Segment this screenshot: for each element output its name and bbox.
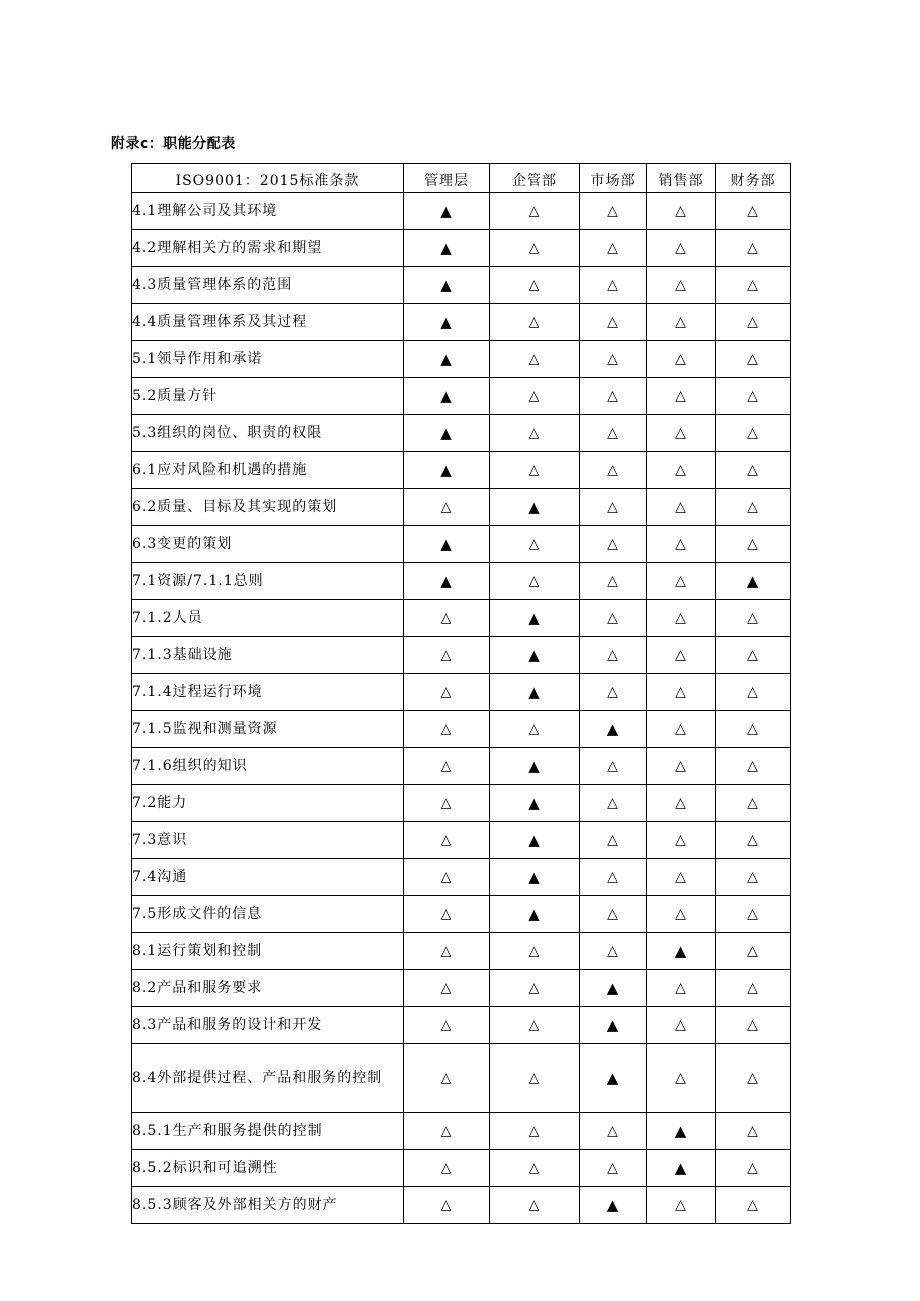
clause-cell: 6.2质量、目标及其实现的策划 (132, 489, 404, 526)
clause-cell: 7.1.2人员 (132, 600, 404, 637)
related-mark: △ (580, 600, 647, 637)
related-mark: △ (647, 526, 716, 563)
related-mark: △ (580, 1150, 647, 1187)
related-mark: △ (716, 674, 791, 711)
table-row (132, 341, 791, 378)
responsible-mark: ▲ (404, 526, 490, 563)
responsible-mark: ▲ (404, 415, 490, 452)
related-mark: △ (716, 378, 791, 415)
responsible-mark: ▲ (404, 267, 490, 304)
related-mark: △ (647, 748, 716, 785)
clause-cell: 8.5.2标识和可追溯性 (132, 1150, 404, 1187)
related-mark: △ (490, 933, 580, 970)
table-row (132, 748, 791, 785)
responsible-mark: ▲ (490, 748, 580, 785)
related-mark: △ (404, 1113, 490, 1150)
related-mark: △ (647, 304, 716, 341)
related-mark: △ (490, 1044, 580, 1113)
table-row (132, 970, 791, 1007)
clause-cell: 6.3变更的策划 (132, 526, 404, 563)
clause-cell: 7.1资源/7.1.1总则 (132, 563, 404, 600)
related-mark: △ (647, 637, 716, 674)
clause-cell: 7.1.5监视和测量资源 (132, 711, 404, 748)
related-mark: △ (716, 341, 791, 378)
clause-cell: 7.1.4过程运行环境 (132, 674, 404, 711)
related-mark: △ (490, 378, 580, 415)
related-mark: △ (580, 674, 647, 711)
related-mark: △ (580, 304, 647, 341)
related-mark: △ (580, 933, 647, 970)
related-mark: △ (716, 304, 791, 341)
table-row (132, 711, 791, 748)
responsible-mark: ▲ (647, 933, 716, 970)
related-mark: △ (580, 267, 647, 304)
related-mark: △ (716, 637, 791, 674)
related-mark: △ (404, 711, 490, 748)
table-row (132, 674, 791, 711)
table-row (132, 637, 791, 674)
related-mark: △ (647, 489, 716, 526)
table-row (132, 489, 791, 526)
table-row (132, 304, 791, 341)
header-clause: ISO9001：2015标准条款 (132, 164, 404, 193)
table-header-row (132, 164, 791, 193)
table-row (132, 933, 791, 970)
related-mark: △ (716, 526, 791, 563)
related-mark: △ (647, 378, 716, 415)
responsible-mark: ▲ (580, 970, 647, 1007)
related-mark: △ (647, 267, 716, 304)
clause-cell: 7.1.6组织的知识 (132, 748, 404, 785)
related-mark: △ (404, 933, 490, 970)
related-mark: △ (490, 193, 580, 230)
table-row (132, 563, 791, 600)
related-mark: △ (404, 970, 490, 1007)
related-mark: △ (647, 563, 716, 600)
responsible-mark: ▲ (404, 193, 490, 230)
related-mark: △ (580, 859, 647, 896)
related-mark: △ (404, 637, 490, 674)
table-row (132, 230, 791, 267)
related-mark: △ (716, 1187, 791, 1224)
related-mark: △ (716, 896, 791, 933)
clause-cell: 5.1领导作用和承诺 (132, 341, 404, 378)
related-mark: △ (647, 415, 716, 452)
clause-cell: 5.3组织的岗位、职责的权限 (132, 415, 404, 452)
related-mark: △ (647, 1044, 716, 1113)
related-mark: △ (580, 563, 647, 600)
related-mark: △ (716, 933, 791, 970)
clause-cell: 7.3意识 (132, 822, 404, 859)
related-mark: △ (490, 230, 580, 267)
header-sales-dept: 销售部 (647, 164, 716, 193)
table-row (132, 526, 791, 563)
related-mark: △ (647, 600, 716, 637)
related-mark: △ (404, 600, 490, 637)
related-mark: △ (716, 822, 791, 859)
related-mark: △ (716, 859, 791, 896)
responsible-mark: ▲ (404, 230, 490, 267)
related-mark: △ (716, 785, 791, 822)
table-row (132, 1187, 791, 1224)
table-row (132, 378, 791, 415)
responsible-mark: ▲ (580, 1007, 647, 1044)
responsible-mark: ▲ (580, 711, 647, 748)
table-row (132, 1007, 791, 1044)
related-mark: △ (580, 637, 647, 674)
related-mark: △ (716, 489, 791, 526)
related-mark: △ (580, 1113, 647, 1150)
related-mark: △ (716, 193, 791, 230)
related-mark: △ (647, 970, 716, 1007)
related-mark: △ (716, 748, 791, 785)
related-mark: △ (404, 748, 490, 785)
related-mark: △ (647, 822, 716, 859)
table-row (132, 822, 791, 859)
related-mark: △ (490, 1187, 580, 1224)
related-mark: △ (490, 563, 580, 600)
responsible-mark: ▲ (490, 637, 580, 674)
responsible-mark: ▲ (404, 304, 490, 341)
clause-cell: 5.2质量方针 (132, 378, 404, 415)
clause-cell: 8.1运行策划和控制 (132, 933, 404, 970)
related-mark: △ (580, 896, 647, 933)
related-mark: △ (490, 970, 580, 1007)
related-mark: △ (647, 711, 716, 748)
responsible-mark: ▲ (404, 341, 490, 378)
document-title: 附录c：职能分配表 (111, 136, 236, 152)
header-marketing-dept: 市场部 (580, 164, 647, 193)
responsible-mark: ▲ (490, 600, 580, 637)
clause-cell: 6.1应对风险和机遇的措施 (132, 452, 404, 489)
responsible-mark: ▲ (404, 452, 490, 489)
related-mark: △ (404, 859, 490, 896)
function-allocation-table (131, 163, 791, 1224)
related-mark: △ (490, 341, 580, 378)
related-mark: △ (580, 452, 647, 489)
related-mark: △ (580, 822, 647, 859)
table-row (132, 267, 791, 304)
clause-cell: 7.2能力 (132, 785, 404, 822)
table-body (132, 193, 791, 1224)
related-mark: △ (404, 896, 490, 933)
related-mark: △ (580, 748, 647, 785)
clause-cell: 7.4沟通 (132, 859, 404, 896)
clause-cell: 4.1理解公司及其环境 (132, 193, 404, 230)
related-mark: △ (647, 1187, 716, 1224)
clause-cell: 8.5.1生产和服务提供的控制 (132, 1113, 404, 1150)
related-mark: △ (404, 1187, 490, 1224)
responsible-mark: ▲ (490, 785, 580, 822)
related-mark: △ (716, 452, 791, 489)
related-mark: △ (404, 1150, 490, 1187)
clause-cell: 8.4外部提供过程、产品和服务的控制 (132, 1044, 404, 1113)
responsible-mark: ▲ (716, 563, 791, 600)
header-enterprise-management-dept: 企管部 (490, 164, 580, 193)
clause-cell: 8.5.3顾客及外部相关方的财产 (132, 1187, 404, 1224)
related-mark: △ (490, 1113, 580, 1150)
related-mark: △ (404, 1007, 490, 1044)
related-mark: △ (580, 193, 647, 230)
responsible-mark: ▲ (647, 1150, 716, 1187)
related-mark: △ (490, 711, 580, 748)
related-mark: △ (716, 415, 791, 452)
clause-cell: 8.2产品和服务要求 (132, 970, 404, 1007)
responsible-mark: ▲ (404, 378, 490, 415)
related-mark: △ (647, 859, 716, 896)
related-mark: △ (647, 1007, 716, 1044)
responsible-mark: ▲ (490, 896, 580, 933)
related-mark: △ (647, 452, 716, 489)
related-mark: △ (490, 1007, 580, 1044)
clause-cell: 7.1.3基础设施 (132, 637, 404, 674)
related-mark: △ (404, 822, 490, 859)
related-mark: △ (716, 1007, 791, 1044)
responsible-mark: ▲ (490, 674, 580, 711)
related-mark: △ (716, 1113, 791, 1150)
table-row (132, 600, 791, 637)
responsible-mark: ▲ (490, 859, 580, 896)
related-mark: △ (716, 970, 791, 1007)
related-mark: △ (580, 785, 647, 822)
header-finance-dept: 财务部 (716, 164, 791, 193)
related-mark: △ (647, 341, 716, 378)
related-mark: △ (580, 489, 647, 526)
related-mark: △ (580, 378, 647, 415)
table-row (132, 1044, 791, 1113)
header-management: 管理层 (404, 164, 490, 193)
related-mark: △ (647, 674, 716, 711)
related-mark: △ (647, 896, 716, 933)
clause-cell: 4.4质量管理体系及其过程 (132, 304, 404, 341)
related-mark: △ (647, 230, 716, 267)
responsible-mark: ▲ (490, 489, 580, 526)
related-mark: △ (647, 193, 716, 230)
clause-cell: 7.5形成文件的信息 (132, 896, 404, 933)
table-row (132, 193, 791, 230)
clause-cell: 4.3质量管理体系的范围 (132, 267, 404, 304)
responsible-mark: ▲ (580, 1187, 647, 1224)
related-mark: △ (716, 1150, 791, 1187)
related-mark: △ (490, 452, 580, 489)
table-row (132, 896, 791, 933)
related-mark: △ (490, 1150, 580, 1187)
table-row (132, 415, 791, 452)
related-mark: △ (647, 785, 716, 822)
responsible-mark: ▲ (490, 822, 580, 859)
table-row (132, 859, 791, 896)
related-mark: △ (716, 230, 791, 267)
table-row (132, 1113, 791, 1150)
related-mark: △ (404, 489, 490, 526)
related-mark: △ (716, 1044, 791, 1113)
related-mark: △ (716, 267, 791, 304)
table-row (132, 1150, 791, 1187)
related-mark: △ (490, 267, 580, 304)
clause-cell: 4.2理解相关方的需求和期望 (132, 230, 404, 267)
related-mark: △ (716, 711, 791, 748)
related-mark: △ (404, 785, 490, 822)
table-row (132, 785, 791, 822)
related-mark: △ (490, 415, 580, 452)
responsible-mark: ▲ (647, 1113, 716, 1150)
related-mark: △ (580, 526, 647, 563)
related-mark: △ (490, 304, 580, 341)
related-mark: △ (404, 1044, 490, 1113)
responsible-mark: ▲ (580, 1044, 647, 1113)
related-mark: △ (404, 674, 490, 711)
responsible-mark: ▲ (404, 563, 490, 600)
clause-cell: 8.3产品和服务的设计和开发 (132, 1007, 404, 1044)
related-mark: △ (580, 415, 647, 452)
related-mark: △ (490, 526, 580, 563)
related-mark: △ (580, 230, 647, 267)
related-mark: △ (716, 600, 791, 637)
table-row (132, 452, 791, 489)
related-mark: △ (580, 341, 647, 378)
